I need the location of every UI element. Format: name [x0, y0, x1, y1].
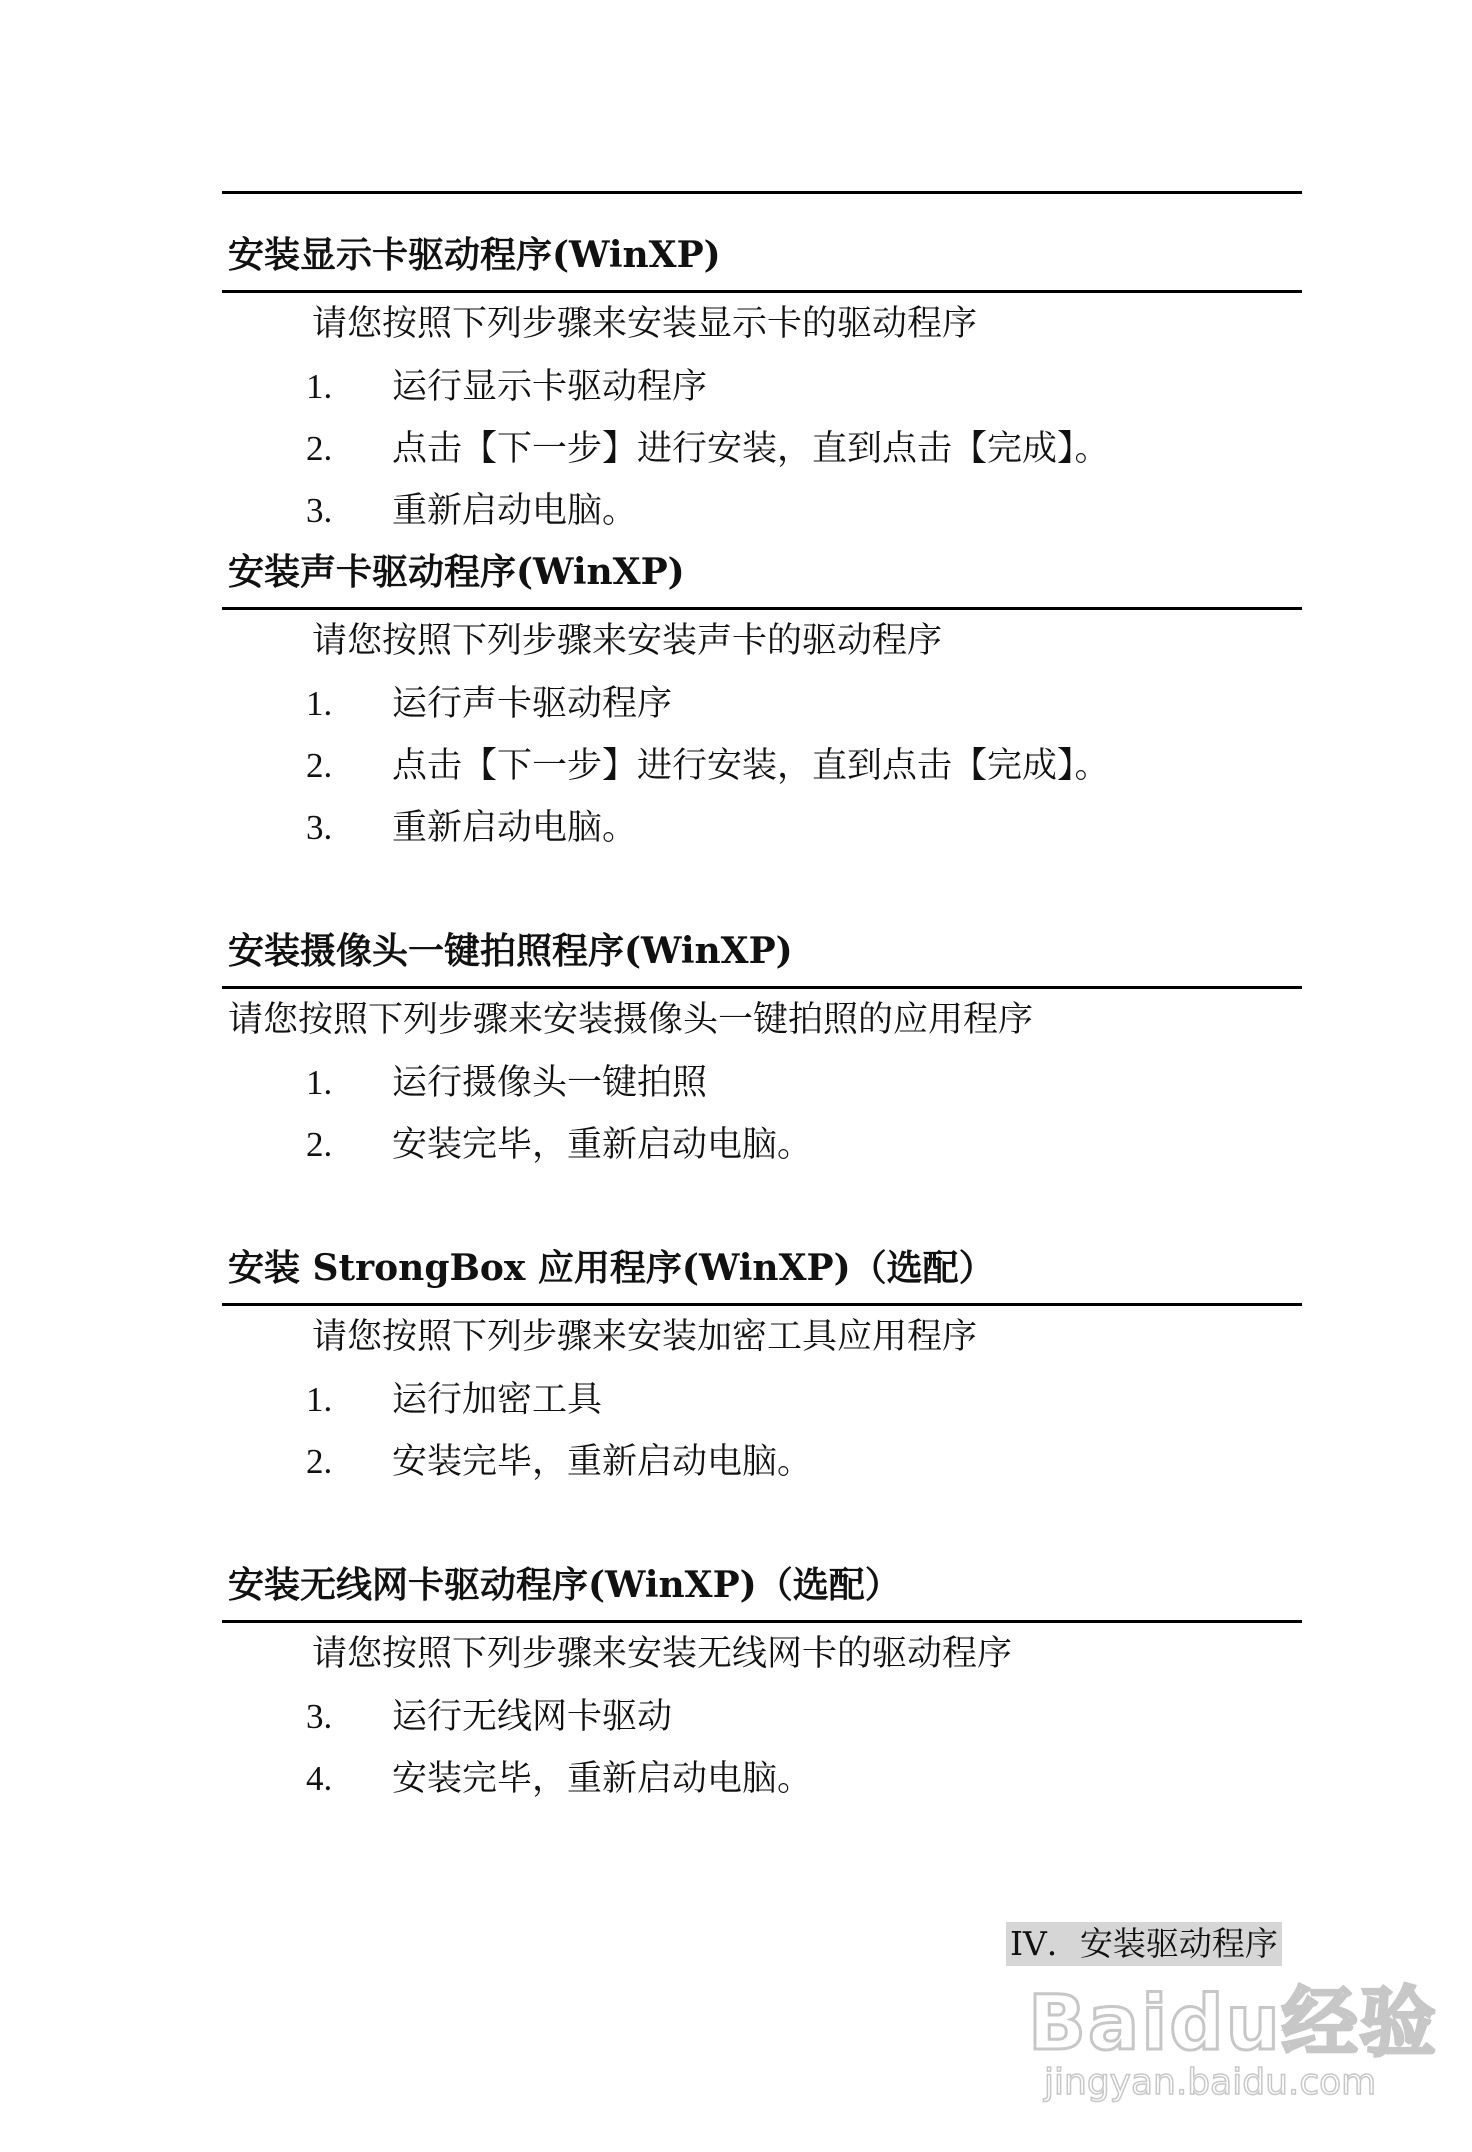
section-rule: [222, 986, 1302, 989]
section-intro: 请您按照下列步骤来安装声卡的驱动程序: [312, 621, 943, 661]
step-text: 运行: [392, 367, 463, 407]
step-text: 安装完毕，重新启动电脑。: [392, 1442, 813, 1482]
section-rule: [222, 1620, 1302, 1623]
step-number: 1.: [306, 367, 333, 406]
section-heading: 安装 StrongBox 应用程序(WinXP)（选配）: [228, 1247, 995, 1289]
step-number: 3.: [306, 1697, 333, 1736]
step-number: 1.: [306, 1063, 333, 1102]
step-number: 2.: [306, 429, 333, 468]
section-heading: 安装摄像头一键拍照程序(WinXP): [228, 930, 793, 972]
top-rule: [222, 191, 1302, 194]
step-text: 运行: [392, 1063, 463, 1103]
step-text: 重新启动电脑。: [392, 808, 638, 848]
step-number: 2.: [306, 1125, 333, 1164]
section-rule: [222, 1303, 1302, 1306]
step-target: 显示卡驱动程序: [462, 367, 708, 407]
step-text: 点击【下一步】进行安装，直到点击【完成】。: [392, 746, 1110, 786]
intro-text: 程序: [907, 1317, 978, 1357]
step-number: 2.: [306, 1442, 333, 1481]
section-heading: 安装无线网卡驱动程序(WinXP)（选配）: [228, 1564, 901, 1606]
section-rule: [222, 290, 1302, 293]
step-number: 3.: [306, 491, 333, 530]
step-number: 1.: [306, 684, 333, 723]
step-text: 安装完毕，重新启动电脑。: [392, 1759, 813, 1799]
section-heading: 安装显示卡驱动程序(WinXP): [228, 234, 721, 276]
intro-text: 请您按照下列步骤来安装: [312, 1317, 698, 1357]
step-text: 运行: [392, 684, 463, 724]
step-text: 点击【下一步】进行安装，直到点击【完成】。: [392, 429, 1110, 469]
section-rule: [222, 607, 1302, 610]
section-intro: 请您按照下列步骤来安装摄像头一键拍照的应用程序: [228, 1000, 1034, 1040]
step-target: 摄像头一键拍照: [462, 1063, 708, 1103]
section-intro: 请您按照下列步骤来安装无线网卡的驱动程序: [312, 1634, 1013, 1674]
page-footer: IV．安装驱动程序: [1006, 1922, 1282, 1966]
step-number: 2.: [306, 746, 333, 785]
step-text: 运行: [392, 1697, 463, 1737]
baidu-watermark: [1028, 1962, 1438, 2122]
step-text: 运行: [392, 1380, 463, 1420]
step-number: 1.: [306, 1380, 333, 1419]
step-target: 加密工具: [462, 1380, 603, 1420]
step-target: 声卡驱动程序: [462, 684, 673, 724]
step-number: 3.: [306, 808, 333, 847]
step-number: 4.: [306, 1759, 333, 1798]
watermark-url: jingyan.baidu.com: [1044, 2062, 1377, 2103]
step-target: 无线网卡驱动: [462, 1697, 673, 1737]
section-intro: [312, 1315, 977, 1359]
watermark-logo: Baidu经验: [1028, 1978, 1438, 2067]
section-heading: 安装声卡驱动程序(WinXP): [228, 551, 685, 593]
step-text: 重新启动电脑。: [392, 491, 638, 531]
section-intro: 请您按照下列步骤来安装显示卡的驱动程序: [312, 304, 978, 344]
intro-target: 加密工具应用: [697, 1317, 908, 1357]
step-text: 安装完毕，重新启动电脑。: [392, 1125, 813, 1165]
